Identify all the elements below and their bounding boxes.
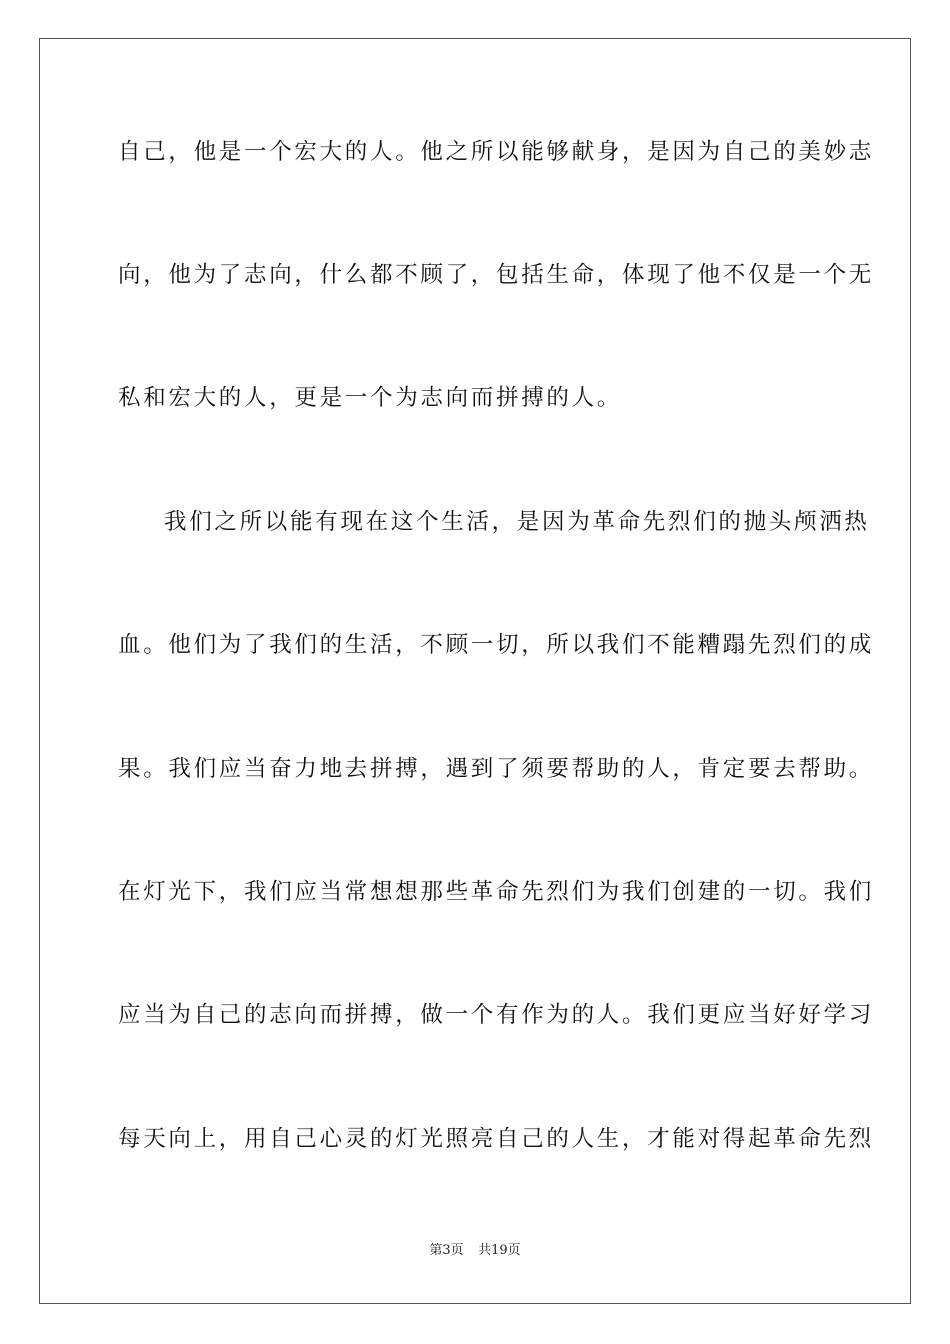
text-line-6: 果。我们应当奋力地去拼搏，遇到了须要帮助的人，肯定要去帮助。: [118, 756, 875, 782]
page-border: [39, 38, 911, 1304]
page-footer: [0, 1243, 950, 1259]
page-number: 第3页: [429, 1243, 464, 1258]
text-line-9: 每天向上，用自己心灵的灯光照亮自己的人生，才能对得起革命先烈: [118, 1126, 875, 1152]
text-line-5: 血。他们为了我们的生活，不顾一切，所以我们不能糟蹋先烈们的成: [118, 632, 875, 658]
total-pages: 共19页: [478, 1243, 521, 1258]
text-line-7: 在灯光下，我们应当常想想那些革命先烈们为我们创建的一切。我们: [118, 879, 875, 905]
text-line-2: 向，他为了志向，什么都不顾了，包括生命，体现了他不仅是一个无: [118, 262, 875, 288]
text-line-8: 应当为自己的志向而拼搏，做一个有作为的人。我们更应当好好学习: [118, 1002, 875, 1028]
text-line-4: 我们之所以能有现在这个生活，是因为革命先烈们的抛头颅洒热: [164, 509, 870, 535]
text-line-1: 自己，他是一个宏大的人。他之所以能够献身，是因为自己的美妙志: [118, 139, 875, 165]
text-line-3: 私和宏大的人，更是一个为志向而拼搏的人。: [118, 385, 623, 411]
